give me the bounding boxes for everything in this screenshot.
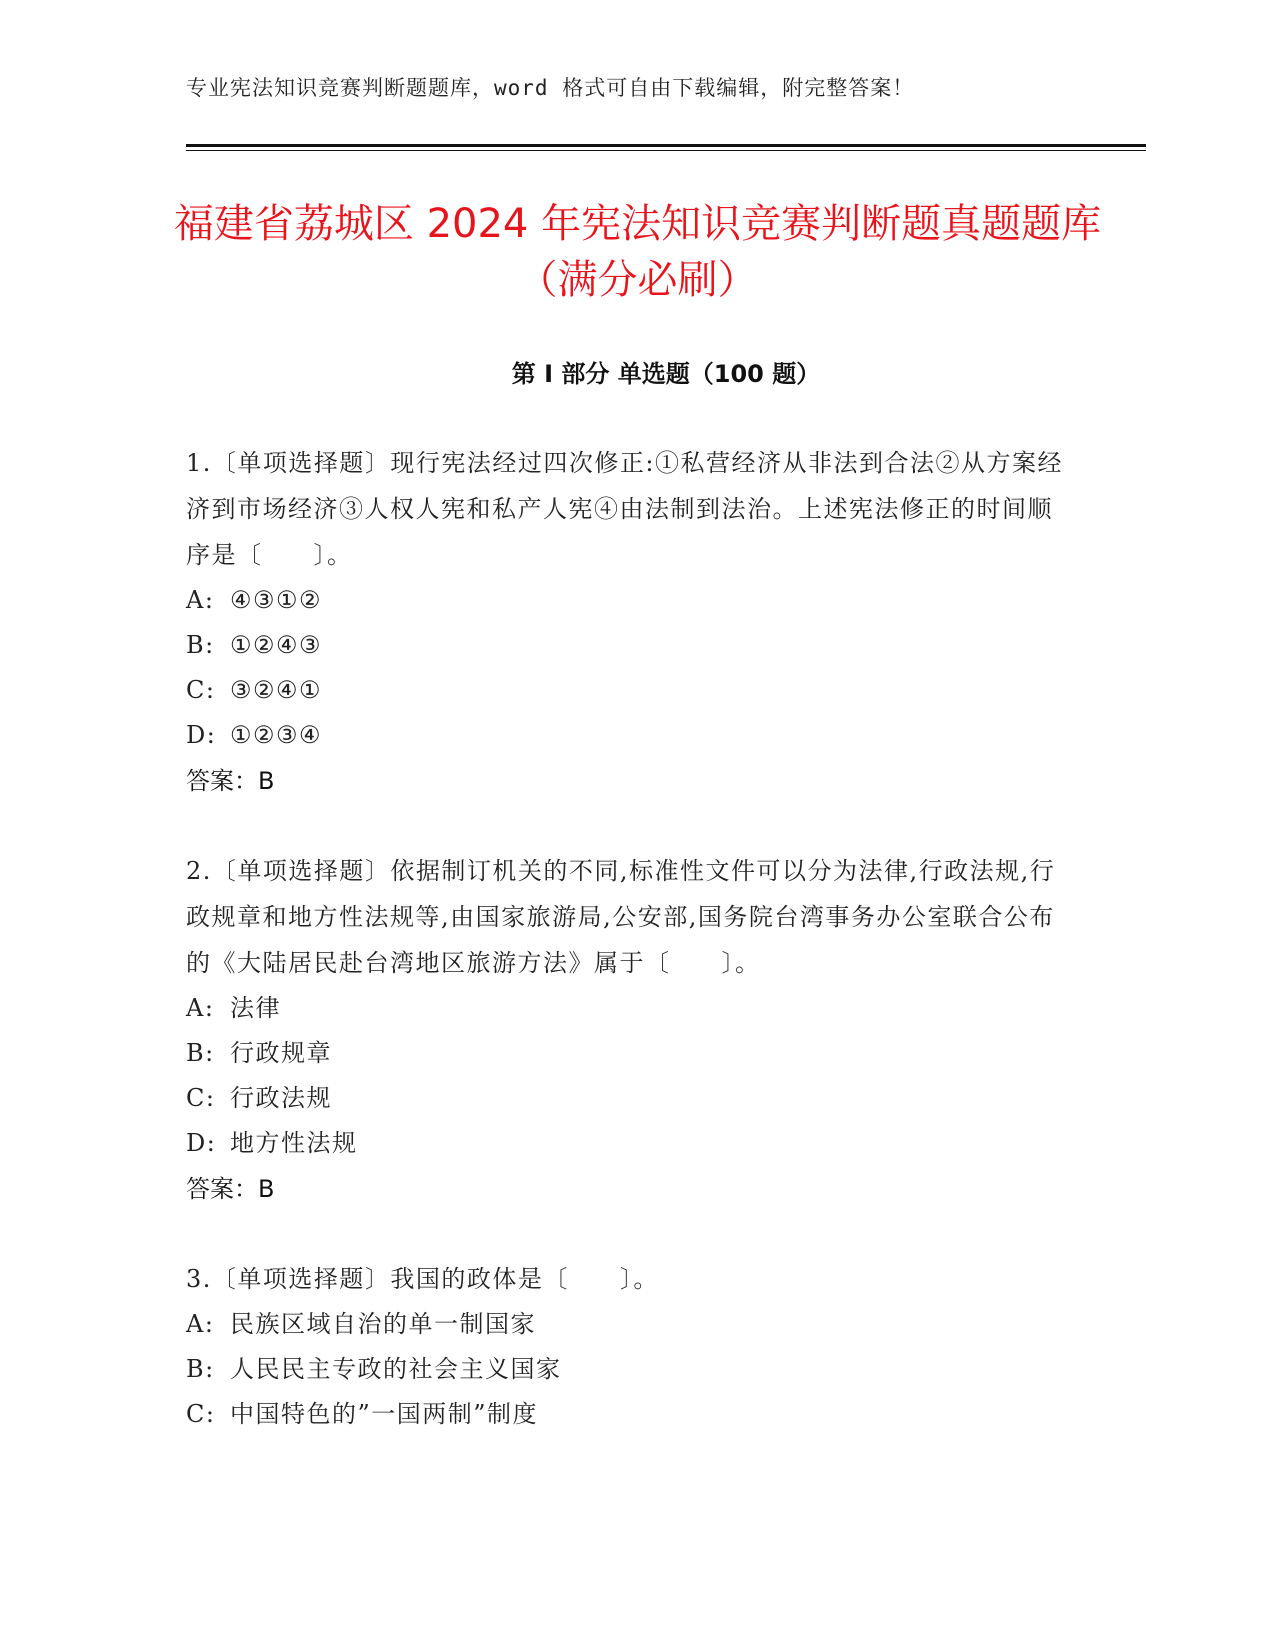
header-divider-thick [186,144,1146,147]
question-list [186,440,1066,1481]
question-stem: 2.〔单项选择题〕依据制订机关的不同,标准性文件可以分为法律,行政法规,行政规章和地方性法规等,由国家旅游局,公安部,国务院台湾事务办公室联合公布的《大陆居民赴台湾地区旅游方法》属于〔 〕。 [186,857,1056,977]
answer: 答案：B [186,767,275,795]
option-text: 民族区域自治的单一制国家 [230,1310,536,1338]
option-text: 法律 [230,994,281,1022]
option-letter: C: [186,1400,216,1428]
option-text: ①②③④ [230,721,323,749]
option-a [186,986,1066,1031]
option-b [186,1347,1066,1392]
option-c [186,1392,1066,1437]
option-letter: A: [186,1310,215,1338]
option-letter: D: [186,1129,217,1157]
option-d [186,1121,1066,1166]
option-letter: B: [186,631,215,659]
option-text: ③②④① [230,676,323,704]
option-text: ①②④③ [230,631,323,659]
option-letter: A: [186,994,215,1022]
option-c [186,668,1066,713]
option-text: 人民民主专政的社会主义国家 [230,1355,562,1383]
option-letter: C: [186,1084,216,1112]
option-letter: D: [186,721,217,749]
question-1 [186,440,1066,804]
option-letter: A: [186,586,215,614]
option-a [186,1302,1066,1347]
question-3 [186,1256,1066,1437]
option-b [186,623,1066,668]
question-stem: 1.〔单项选择题〕现行宪法经过四次修正:①私营经济从非法到合法②从方案经济到市场经济③人权人宪和私产人宪④由法制到法治。上述宪法修正的时间顺序是〔 〕。 [186,449,1063,569]
header-note: 专业宪法知识竞赛判断题题库，word 格式可自由下载编辑，附完整答案！ [186,76,915,100]
option-a [186,578,1066,623]
option-text: 行政法规 [230,1084,332,1112]
option-letter: C: [186,676,216,704]
document-title: 福建省荔城区 2024 年宪法知识竞赛判断题真题题库（满分必刷） [173,201,1102,303]
option-text: 地方性法规 [230,1129,358,1157]
option-b [186,1031,1066,1076]
question-stem: 3.〔单项选择题〕我国的政体是〔 〕。 [186,1265,659,1293]
question-2 [186,848,1066,1212]
header-divider-thin [186,150,1146,151]
option-text: ④③①② [230,586,323,614]
option-letter: B: [186,1039,215,1067]
option-d [186,713,1066,758]
option-letter: B: [186,1355,215,1383]
section-title: 第 I 部分 单选题（100 题） [511,360,821,388]
answer: 答案：B [186,1175,275,1203]
option-text: 中国特色的”一国两制”制度 [230,1400,539,1428]
option-c [186,1076,1066,1121]
option-text: 行政规章 [230,1039,332,1067]
